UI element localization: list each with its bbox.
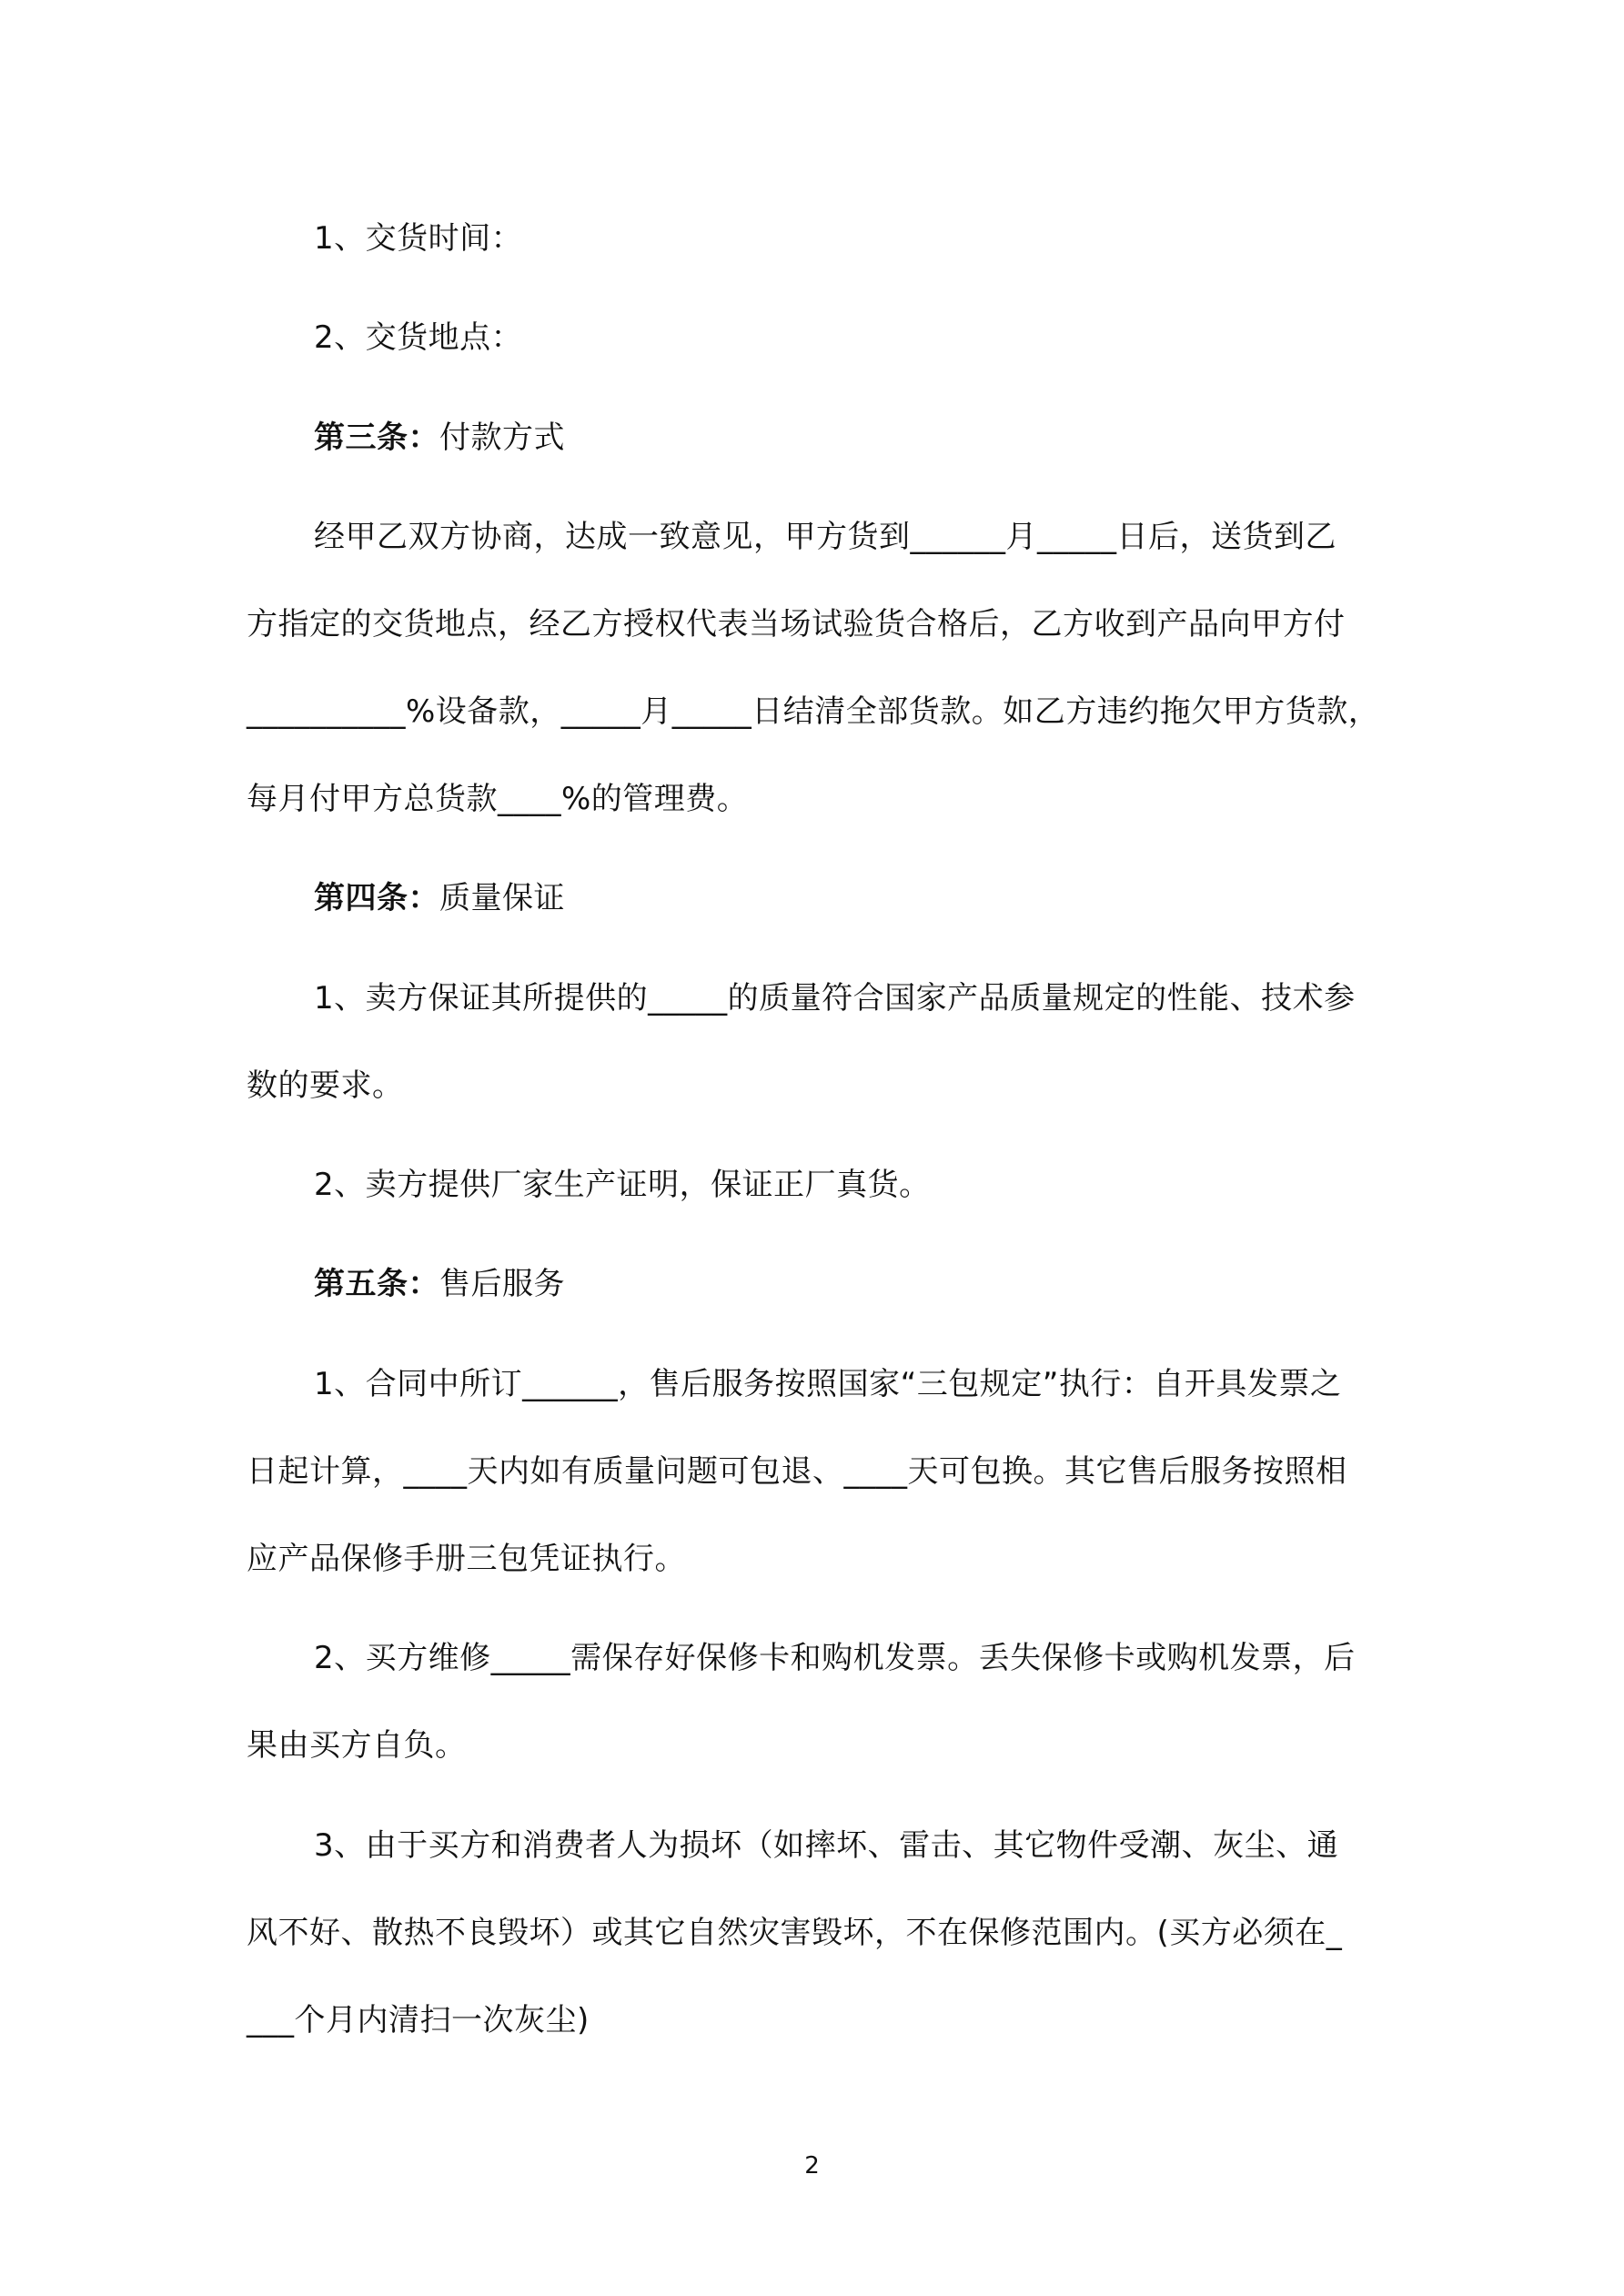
article-4-heading	[314, 875, 565, 921]
page-number: 2	[804, 2152, 820, 2180]
article-4-title: 质量保证	[439, 880, 565, 916]
article-5-label: 第五条：	[314, 1266, 439, 1302]
paragraph-line: 1、合同中所订______，售后服务按照国家“三包规定”执行：自开具发票之	[314, 1366, 1342, 1402]
article-3-title: 付款方式	[439, 420, 565, 456]
delivery-time-line: 1、交货时间：	[314, 220, 523, 257]
paragraph-line: 方指定的交货地点，经乙方授权代表当场试验货合格后，乙方收到产品向甲方付	[247, 606, 1346, 642]
paragraph-line: 2、买方维修_____需保存好保修卡和购机发票。丢失保修卡或购机发票，后	[314, 1640, 1356, 1676]
paragraph-line: 2、卖方提供厂家生产证明，保证正厂真货。	[314, 1167, 931, 1203]
paragraph-line: 3、由于买方和消费者人为损坏（如摔坏、雷击、其它物件受潮、灰尘、通	[314, 1827, 1339, 1864]
paragraph-line: 日起计算，____天内如有质量问题可包退、____天可包换。其它售后服务按照相	[247, 1453, 1347, 1490]
paragraph-line: 应产品保修手册三包凭证执行。	[247, 1541, 686, 1577]
paragraph-line: 每月付甲方总货款____%的管理费。	[247, 781, 749, 817]
delivery-place-line: 2、交货地点：	[314, 319, 523, 356]
paragraph-line: ___个月内清扫一次灰尘)	[247, 2002, 590, 2038]
article-4-label: 第四条：	[314, 880, 439, 916]
paragraph-line: 果由买方自负。	[247, 1727, 467, 1764]
paragraph-line: 经甲乙双方协商，达成一致意见，甲方货到______月_____日后，送货到乙	[314, 519, 1337, 555]
paragraph-line: 数的要求。	[247, 1067, 404, 1104]
paragraph-line: __________%设备款，_____月_____日结清全部货款。如乙方违约拖欠甲方货款，	[247, 693, 1380, 730]
article-3-heading	[314, 415, 565, 460]
paragraph-line: 1、卖方保证其所提供的_____的质量符合国家产品质量规定的性能、技术参	[314, 980, 1356, 1017]
article-5-title: 售后服务	[439, 1266, 565, 1302]
article-3-label: 第三条：	[314, 420, 439, 456]
article-5-heading	[314, 1261, 565, 1307]
document-page	[247, 0, 1391, 2296]
paragraph-line: 风不好、散热不良毁坏）或其它自然灾害毁坏，不在保修范围内。(买方必须在_	[247, 1915, 1343, 1951]
